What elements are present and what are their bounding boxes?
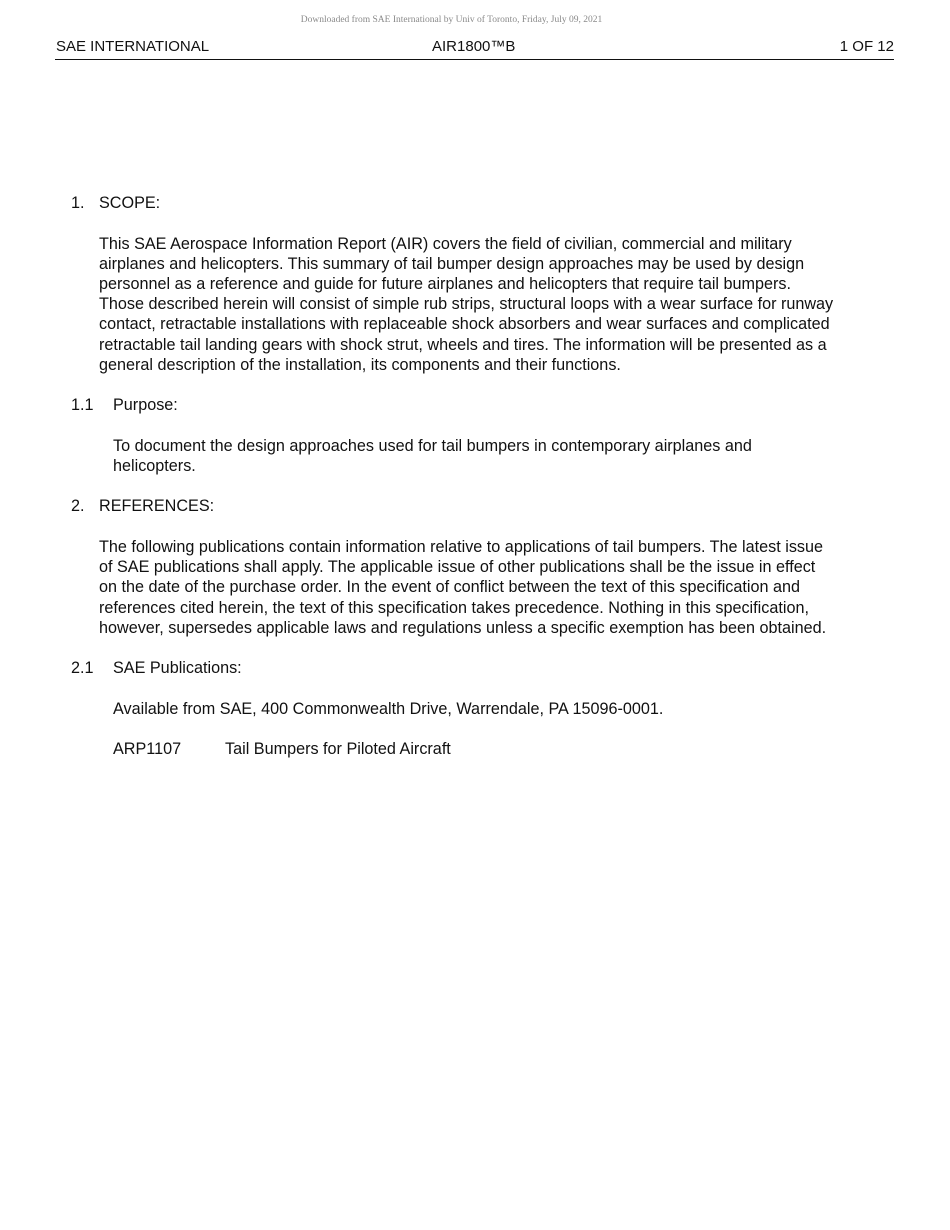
section-title: SAE Publications: bbox=[113, 659, 242, 678]
paragraph-line: The following publications contain information relative to applications of tail bumpers. The latest issue bbox=[99, 537, 824, 556]
section-purpose-heading bbox=[0, 395, 950, 415]
paragraph-line: contact, retractable installations with replaceable shock absorbers and wear surfaces and complicated bbox=[99, 315, 830, 334]
section-title: REFERENCES: bbox=[99, 497, 215, 516]
scope-paragraph bbox=[99, 234, 874, 375]
paragraph-line: of SAE publications shall apply. The applicable issue of other publications shall be the issue in effect bbox=[99, 558, 816, 577]
paragraph-line: helicopters. bbox=[113, 456, 196, 475]
paragraph-line: Those described herein will consist of simple rub strips, structural loops with a wear surface for runway bbox=[99, 295, 834, 314]
section-number: 1.1 bbox=[71, 396, 94, 415]
paragraph-line: airplanes and helicopters. This summary of tail bumper design approaches may be used by design bbox=[99, 254, 805, 273]
paragraph-line: however, supersedes applicable laws and regulations unless a specific exemption has been obtained. bbox=[99, 618, 827, 637]
publisher-name: SAE INTERNATIONAL bbox=[56, 38, 210, 55]
references-paragraph bbox=[99, 537, 874, 638]
paragraph-line: To document the design approaches used for tail bumpers in contemporary airplanes and bbox=[113, 436, 752, 455]
reference-title: Tail Bumpers for Piloted Aircraft bbox=[225, 740, 451, 759]
document-id: AIR1800™B bbox=[432, 38, 516, 55]
paragraph-line: on the date of the purchase order. In the event of conflict between the text of this specification and bbox=[99, 578, 801, 597]
page-indicator: 1 OF 12 bbox=[839, 38, 894, 55]
paragraph-line: general description of the installation, its components and their functions. bbox=[99, 355, 621, 374]
section-number: 1. bbox=[71, 194, 85, 212]
paragraph-line: references cited herein, the text of this specification takes precedence. Nothing in this specification, bbox=[99, 598, 809, 617]
reference-entry bbox=[0, 739, 950, 759]
section-scope-heading bbox=[0, 193, 950, 213]
reference-code: ARP1107 bbox=[113, 740, 182, 759]
section-number: 2. bbox=[71, 497, 85, 516]
document-body bbox=[0, 193, 950, 759]
section-references-heading bbox=[0, 496, 950, 516]
section-title: Purpose: bbox=[113, 396, 178, 415]
availability-paragraph bbox=[113, 699, 813, 719]
section-title: SCOPE: bbox=[99, 194, 161, 212]
paragraph-line: retractable tail landing gears with shock strut, wheels and tires. The information will be presented as a bbox=[99, 335, 827, 354]
paragraph-line: This SAE Aerospace Information Report (AIR) covers the field of civilian, commercial and military bbox=[99, 234, 792, 253]
paragraph-line: personnel as a reference and guide for future airplanes and helicopters that require tail bumpers. bbox=[99, 274, 791, 293]
download-watermark: Downloaded from SAE International by Univ of Toronto, Friday, July 09, 2021 bbox=[300, 15, 603, 25]
purpose-paragraph bbox=[113, 436, 813, 476]
section-number: 2.1 bbox=[71, 659, 94, 678]
section-sae-publications-heading bbox=[0, 658, 950, 678]
availability-text: Available from SAE, 400 Commonwealth Drive, Warrendale, PA 15096-0001. bbox=[113, 699, 664, 718]
running-header bbox=[55, 38, 894, 60]
